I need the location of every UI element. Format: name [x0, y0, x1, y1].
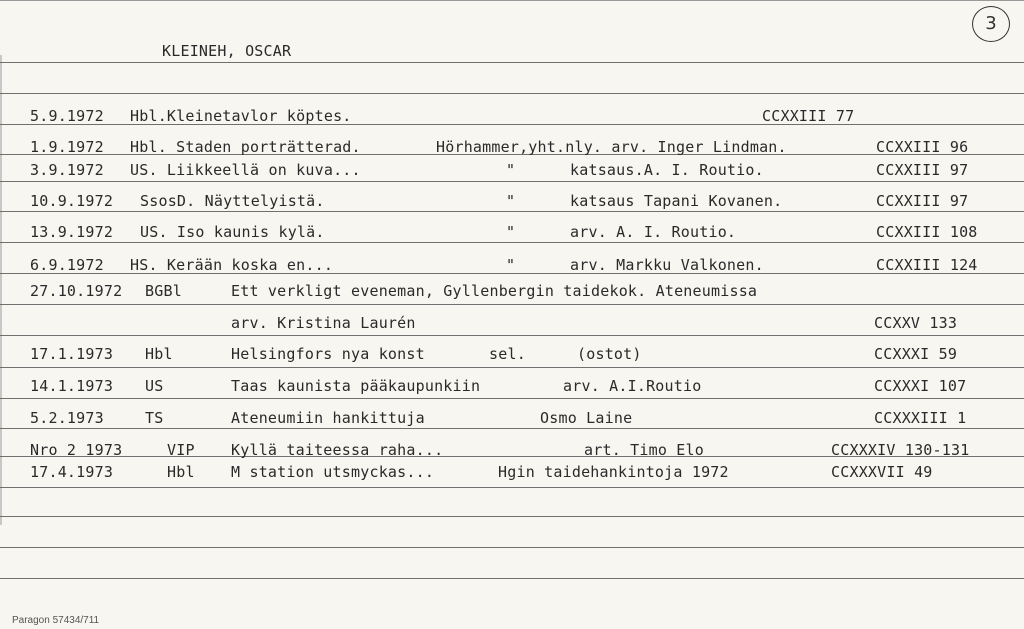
ditto-mark: ": [506, 256, 516, 274]
rule: [0, 487, 1024, 488]
entry-source: US. Liikkeellä on kuva...: [130, 161, 361, 179]
card-name: KLEINEH, OSCAR: [162, 42, 292, 60]
entry-note: arv. A.I.Routio: [563, 377, 702, 395]
entry-date: 5.9.1972: [30, 107, 104, 125]
rule: [0, 304, 1024, 305]
card-footer: Paragon 57434/711: [12, 615, 100, 626]
entry-date: 13.9.1972: [30, 223, 114, 241]
entry-note: katsaus Tapani Kovanen.: [570, 192, 783, 210]
entry-title: Taas kaunista pääkaupunkiin: [231, 377, 481, 395]
entry-note: Osmo Laine: [540, 409, 633, 427]
entry-ref: CCXXXVII 49: [831, 463, 933, 481]
rule: [0, 428, 1024, 429]
rule: [0, 516, 1024, 517]
header-rule: [0, 62, 1024, 63]
entry-paper: TS: [145, 409, 164, 427]
entry-ref: CCXXIII 124: [876, 256, 978, 274]
entry-date: 14.1.1973: [30, 377, 114, 395]
rule: [0, 398, 1024, 399]
entry-source: Hbl.Kleinetavlor köptes.: [130, 107, 352, 125]
rule: [0, 367, 1024, 368]
entry-note: Hgin taidehankintoja 1972: [498, 463, 729, 481]
rule: [0, 547, 1024, 548]
entry-note: katsaus.A. I. Routio.: [570, 161, 764, 179]
entry-paper: Hbl: [167, 463, 195, 481]
entry-date: 3.9.1972: [30, 161, 104, 179]
entry-note: arv. Markku Valkonen.: [570, 256, 764, 274]
entry-ref: CCXXIII 96: [876, 138, 969, 156]
ditto-mark: ": [506, 161, 516, 179]
entry-title: Ett verkligt eveneman, Gyllenbergin taidekok. Ateneumissa: [231, 282, 758, 300]
entry-date: 5.2.1973: [30, 409, 104, 427]
ditto-mark: ": [506, 223, 516, 241]
entry-note: sel.: [489, 345, 526, 363]
entry-ref: CCXXXIV 130-131: [831, 441, 970, 459]
entry-ref: CCXXIII 97: [876, 161, 969, 179]
entry-title: Kyllä taiteessa raha...: [231, 441, 444, 459]
entry-ref: CCXXIII 77: [762, 107, 855, 125]
rule: [0, 242, 1024, 243]
entry-date: 10.9.1972: [30, 192, 114, 210]
entry-date: 17.1.1973: [30, 345, 114, 363]
entry-note: art. Timo Elo: [584, 441, 704, 459]
entry-title: Ateneumiin hankittuja: [231, 409, 425, 427]
entry-paper: VIP: [167, 441, 195, 459]
entry-date: 27.10.1972: [30, 282, 123, 300]
entry-ref: CCXXIII 108: [876, 223, 978, 241]
entry-note: Hörhammer,yht.nly. arv. Inger Lindman.: [436, 138, 787, 156]
entry-source: SsosD. Näyttelyistä.: [140, 192, 325, 210]
entry-date: 6.9.1972: [30, 256, 104, 274]
entry-date: Nro 2 1973: [30, 441, 123, 459]
entry-title: Helsingfors nya konst: [231, 345, 425, 363]
entry-note: arv. A. I. Routio.: [570, 223, 737, 241]
entry-date: 1.9.1972: [30, 138, 104, 156]
entry-ref: CCXXIII 97: [876, 192, 969, 210]
rule: [0, 335, 1024, 336]
entry-paper: Hbl: [145, 345, 173, 363]
entry-ref: CCXXXI 107: [874, 377, 967, 395]
card-edge: [0, 55, 2, 525]
entry-ref: CCXXV 133: [874, 314, 958, 332]
entry-source: HS. Kerään koska en...: [130, 256, 334, 274]
ditto-mark: ": [506, 192, 516, 210]
rule: [0, 211, 1024, 212]
entry-title: M station utsmyckas...: [231, 463, 435, 481]
top-rule: [0, 0, 1024, 1]
rule: [0, 181, 1024, 182]
rule: [0, 578, 1024, 579]
entry-ref: CCXXXIII 1: [874, 409, 967, 427]
entry-paper: BGBl: [145, 282, 182, 300]
entry-ref: CCXXXI 59: [874, 345, 958, 363]
entry-extra: (ostot): [577, 345, 642, 363]
entry-source: US. Iso kaunis kylä.: [140, 223, 325, 241]
entry-date: 17.4.1973: [30, 463, 114, 481]
entry-title: arv. Kristina Laurén: [231, 314, 416, 332]
entry-paper: US: [145, 377, 164, 395]
rule: [0, 93, 1024, 94]
card-number-circle: 3: [972, 6, 1010, 42]
entry-source: Hbl. Staden porträtterad.: [130, 138, 361, 156]
